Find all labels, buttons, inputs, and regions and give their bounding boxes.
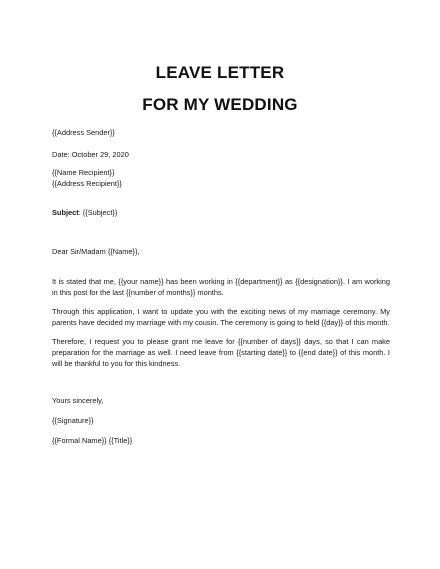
salutation: Dear Sir/Madam {{Name}},: [52, 247, 140, 256]
recipient-address: {{Address Recipient}}: [52, 179, 122, 188]
signature: {{Signature}}: [52, 416, 94, 425]
paragraph-announcement: Through this application, I want to update you with the exciting news of my marriage ceremony. My parents have decided my marriage with my cousin. The ceremony is going to held {{day}} of this month.: [52, 307, 390, 327]
paragraph-request: Therefore, I request you to please grant me leave for {{number of days}} days, so that I can make preparation for the marriage as well. I need leave from {{starting date}} to {{end date}} of this month. I will be thankful to you for this kindness.: [52, 337, 390, 368]
subject-label: Subject: [52, 208, 79, 217]
closing: Yours sincerely,: [52, 396, 104, 405]
sender-address: {{Address Sender}}: [52, 128, 115, 137]
formal-name-title: {{Formal Name}} {{Title}}: [52, 436, 133, 445]
letter-title-line2: FOR MY WEDDING: [142, 95, 298, 114]
subject-line: [52, 208, 117, 218]
letter-title-line1: LEAVE LETTER: [155, 63, 285, 82]
recipient-name: {{Name Recipient}}: [52, 168, 115, 177]
paragraph-employment: It is stated that me, {{your name}} has been working in {{department}} as {{designation}}. I am working in this post for the last {{number of months}} months.: [52, 277, 390, 297]
letter-date: Date: October 29, 2020: [52, 150, 129, 159]
subject-value: : {{Subject}}: [78, 208, 118, 217]
